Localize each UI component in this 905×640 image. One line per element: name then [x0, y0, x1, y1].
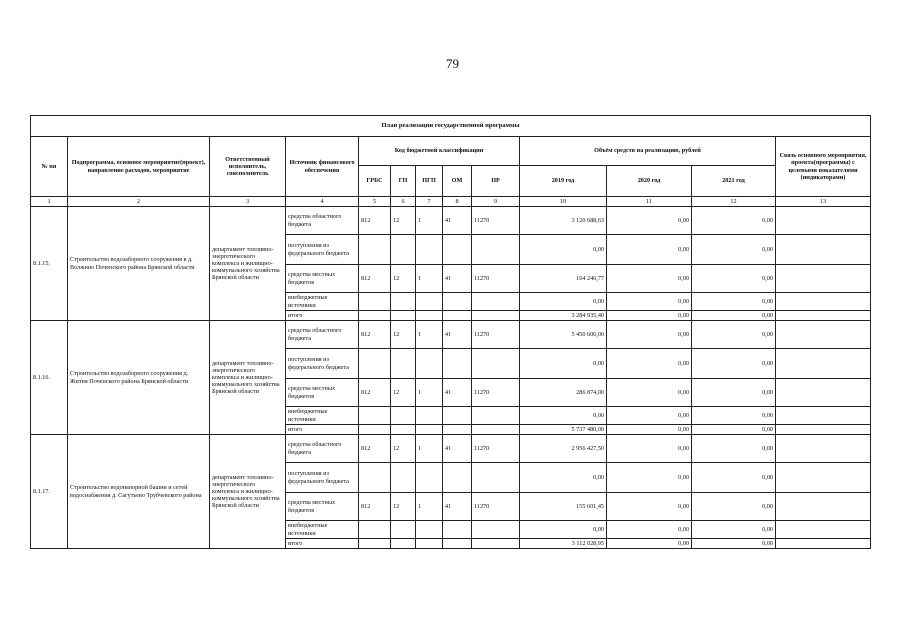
amount-2021: 0,00	[692, 463, 776, 493]
code-np: 11270	[472, 379, 520, 407]
code-gp: 12	[391, 321, 416, 349]
code-grbs	[359, 235, 391, 265]
header-2019: 2019 год	[520, 166, 607, 197]
amount-2021: 0,00	[692, 265, 776, 293]
column-number: 10	[520, 197, 607, 207]
column-number: 1	[31, 197, 68, 207]
amount-2020: 0,00	[607, 207, 692, 235]
header-om: ОМ	[443, 166, 472, 197]
amount-2021: 0,00	[692, 207, 776, 235]
code-gp	[391, 463, 416, 493]
total-indicator-link	[776, 311, 871, 321]
amount-2021: 0,00	[692, 407, 776, 425]
funding-source: средства местных бюджетов	[286, 493, 359, 521]
total-code-empty	[443, 539, 472, 549]
code-gp: 12	[391, 265, 416, 293]
header-source: Источник финансового обеспечения	[286, 137, 359, 197]
code-np: 11270	[472, 493, 520, 521]
header-2021: 2021 год	[692, 166, 776, 197]
amount-2019: 155 601,45	[520, 493, 607, 521]
header-subprogram: Подпрограмма, основное мероприятие(проект), направление расходов, мероприятие	[68, 137, 210, 197]
item-number: 8.1.16.	[31, 321, 68, 435]
code-grbs	[359, 463, 391, 493]
item-number: 8.1.15.	[31, 207, 68, 321]
code-om: 41	[443, 265, 472, 293]
amount-2019: 286 874,00	[520, 379, 607, 407]
code-np	[472, 521, 520, 539]
code-pgp: 1	[416, 435, 443, 463]
column-number: 11	[607, 197, 692, 207]
code-np	[472, 349, 520, 379]
code-pgp	[416, 349, 443, 379]
code-om: 41	[443, 435, 472, 463]
code-om	[443, 349, 472, 379]
code-pgp	[416, 521, 443, 539]
amount-2021: 0,00	[692, 379, 776, 407]
total-indicator-link	[776, 539, 871, 549]
column-number: 4	[286, 197, 359, 207]
column-number: 2	[68, 197, 210, 207]
amount-2020: 0,00	[607, 379, 692, 407]
code-grbs: 812	[359, 493, 391, 521]
total-code-empty	[359, 539, 391, 549]
column-number: 12	[692, 197, 776, 207]
code-grbs: 812	[359, 207, 391, 235]
column-number: 7	[416, 197, 443, 207]
item-number: 8.1.17.	[31, 435, 68, 549]
total-code-empty	[416, 425, 443, 435]
code-pgp	[416, 463, 443, 493]
header-2020: 2020 год	[607, 166, 692, 197]
indicator-link	[776, 493, 871, 521]
funding-source: средства местных бюджетов	[286, 379, 359, 407]
total-code-empty	[391, 539, 416, 549]
funding-source: внебюджетные источники	[286, 521, 359, 539]
indicator-link	[776, 521, 871, 539]
header-volume: Объём средств на реализацию, рублей	[520, 137, 776, 166]
header-pgp: ПГП	[416, 166, 443, 197]
code-grbs	[359, 521, 391, 539]
header-grbs: ГРБС	[359, 166, 391, 197]
item-name: Строительство водонапорной башни и сетей водоснабжения д. Сагутьево Трубчевского района	[68, 435, 210, 549]
code-np	[472, 293, 520, 311]
code-om	[443, 293, 472, 311]
total-2019: 5 737 480,00	[520, 425, 607, 435]
code-om	[443, 407, 472, 425]
header-link: Связь основного мероприятия, проекта(программы) с целевыми показателями (индикаторами)	[776, 137, 871, 197]
amount-2019: 164 246,77	[520, 265, 607, 293]
code-om: 41	[443, 493, 472, 521]
code-pgp: 1	[416, 265, 443, 293]
amount-2020: 0,00	[607, 265, 692, 293]
program-plan-table	[30, 115, 871, 549]
indicator-link	[776, 265, 871, 293]
funding-source: поступления из федерального бюджета	[286, 349, 359, 379]
code-gp: 12	[391, 493, 416, 521]
indicator-link	[776, 463, 871, 493]
total-code-empty	[359, 425, 391, 435]
funding-source: средства областного бюджета	[286, 321, 359, 349]
plan-body	[31, 207, 871, 549]
amount-2019: 3 120 688,63	[520, 207, 607, 235]
amount-2020: 0,00	[607, 463, 692, 493]
total-2019: 3 284 935,40	[520, 311, 607, 321]
code-grbs: 812	[359, 321, 391, 349]
amount-2019: 5 450 606,00	[520, 321, 607, 349]
total-code-empty	[472, 425, 520, 435]
funding-source: поступления из федерального бюджета	[286, 235, 359, 265]
indicator-link	[776, 407, 871, 425]
code-om: 41	[443, 379, 472, 407]
code-np: 11270	[472, 435, 520, 463]
item-executor: департамент топливно-энергетического комплекса и жилищно-коммунального хозяйства Брянской области	[210, 321, 286, 435]
code-np	[472, 407, 520, 425]
indicator-link	[776, 207, 871, 235]
header-np: НР	[472, 166, 520, 197]
item-executor: департамент топливно-энергетического комплекса и жилищно-коммунального хозяйства Брянской области	[210, 435, 286, 549]
code-grbs	[359, 349, 391, 379]
amount-2020: 0,00	[607, 293, 692, 311]
amount-2020: 0,00	[607, 407, 692, 425]
code-grbs	[359, 407, 391, 425]
amount-2020: 0,00	[607, 435, 692, 463]
amount-2021: 0,00	[692, 493, 776, 521]
code-pgp: 1	[416, 493, 443, 521]
total-code-empty	[416, 311, 443, 321]
amount-2019: 0,00	[520, 463, 607, 493]
total-2021: 0,00	[692, 311, 776, 321]
total-2020: 0,00	[607, 425, 692, 435]
indicator-link	[776, 321, 871, 349]
code-grbs: 812	[359, 379, 391, 407]
column-number: 5	[359, 197, 391, 207]
amount-2019: 0,00	[520, 407, 607, 425]
amount-2021: 0,00	[692, 293, 776, 311]
code-np: 11270	[472, 207, 520, 235]
total-label: итого	[286, 539, 359, 549]
amount-2020: 0,00	[607, 321, 692, 349]
code-pgp: 1	[416, 321, 443, 349]
table-title: План реализации государственной программы	[31, 116, 871, 137]
indicator-link	[776, 349, 871, 379]
item-executor: департамент топливно-энергетического комплекса и жилищно-коммунального хозяйства Брянской области	[210, 207, 286, 321]
header-budget-code: Код бюджетной классификации	[359, 137, 520, 166]
amount-2020: 0,00	[607, 235, 692, 265]
code-grbs: 812	[359, 435, 391, 463]
code-pgp	[416, 235, 443, 265]
header-gp: ГП	[391, 166, 416, 197]
item-name: Строительство водозаборного сооружения д. Житня Почепского района Брянской области	[68, 321, 210, 435]
item-name: Строительство водозаборного сооружения в д. Волжино Почепского района Брянской области	[68, 207, 210, 321]
table-row	[31, 321, 871, 349]
total-code-empty	[443, 425, 472, 435]
amount-2019: 0,00	[520, 521, 607, 539]
column-number: 6	[391, 197, 416, 207]
code-gp	[391, 407, 416, 425]
amount-2019: 0,00	[520, 349, 607, 379]
amount-2021: 0,00	[692, 321, 776, 349]
amount-2021: 0,00	[692, 521, 776, 539]
code-gp	[391, 293, 416, 311]
indicator-link	[776, 293, 871, 311]
code-pgp	[416, 293, 443, 311]
code-grbs: 812	[359, 265, 391, 293]
header-num: № пп	[31, 137, 68, 197]
amount-2019: 0,00	[520, 293, 607, 311]
table-row	[31, 435, 871, 463]
code-np	[472, 463, 520, 493]
total-indicator-link	[776, 425, 871, 435]
total-code-empty	[416, 539, 443, 549]
code-pgp: 1	[416, 207, 443, 235]
funding-source: средства областного бюджета	[286, 207, 359, 235]
code-gp: 12	[391, 379, 416, 407]
code-om	[443, 521, 472, 539]
column-number: 8	[443, 197, 472, 207]
code-om: 41	[443, 207, 472, 235]
amount-2020: 0,00	[607, 493, 692, 521]
code-pgp	[416, 407, 443, 425]
amount-2021: 0,00	[692, 235, 776, 265]
funding-source: внебюджетные источники	[286, 293, 359, 311]
code-np: 11270	[472, 321, 520, 349]
total-2021: 0,00	[692, 425, 776, 435]
table-row	[31, 207, 871, 235]
total-code-empty	[359, 311, 391, 321]
page-number: 79	[446, 56, 459, 71]
column-number: 9	[472, 197, 520, 207]
indicator-link	[776, 379, 871, 407]
total-label: итого	[286, 425, 359, 435]
column-number: 13	[776, 197, 871, 207]
indicator-link	[776, 435, 871, 463]
code-gp: 12	[391, 435, 416, 463]
indicator-link	[776, 235, 871, 265]
total-2020: 0,00	[607, 311, 692, 321]
funding-source: средства областного бюджета	[286, 435, 359, 463]
funding-source: внебюджетные источники	[286, 407, 359, 425]
total-code-empty	[472, 539, 520, 549]
code-om	[443, 463, 472, 493]
column-number: 3	[210, 197, 286, 207]
code-gp	[391, 235, 416, 265]
header-executor: Ответственный исполнитель, соисполнитель	[210, 137, 286, 197]
amount-2021: 0,00	[692, 435, 776, 463]
total-code-empty	[443, 311, 472, 321]
amount-2021: 0,00	[692, 349, 776, 379]
code-grbs	[359, 293, 391, 311]
total-2019: 3 112 028,95	[520, 539, 607, 549]
amount-2019: 0,00	[520, 235, 607, 265]
funding-source: средства местных бюджетов	[286, 265, 359, 293]
amount-2020: 0,00	[607, 521, 692, 539]
code-gp	[391, 521, 416, 539]
total-code-empty	[391, 311, 416, 321]
code-np: 11270	[472, 265, 520, 293]
amount-2020: 0,00	[607, 349, 692, 379]
code-gp: 12	[391, 207, 416, 235]
total-2020: 0,00	[607, 539, 692, 549]
funding-source: поступления из федерального бюджета	[286, 463, 359, 493]
total-2021: 0,00	[692, 539, 776, 549]
amount-2019: 2 956 427,50	[520, 435, 607, 463]
total-code-empty	[391, 425, 416, 435]
code-gp	[391, 349, 416, 379]
code-om: 41	[443, 321, 472, 349]
total-code-empty	[472, 311, 520, 321]
code-om	[443, 235, 472, 265]
code-np	[472, 235, 520, 265]
total-label: итого	[286, 311, 359, 321]
column-numbers-row	[31, 197, 871, 207]
code-pgp: 1	[416, 379, 443, 407]
